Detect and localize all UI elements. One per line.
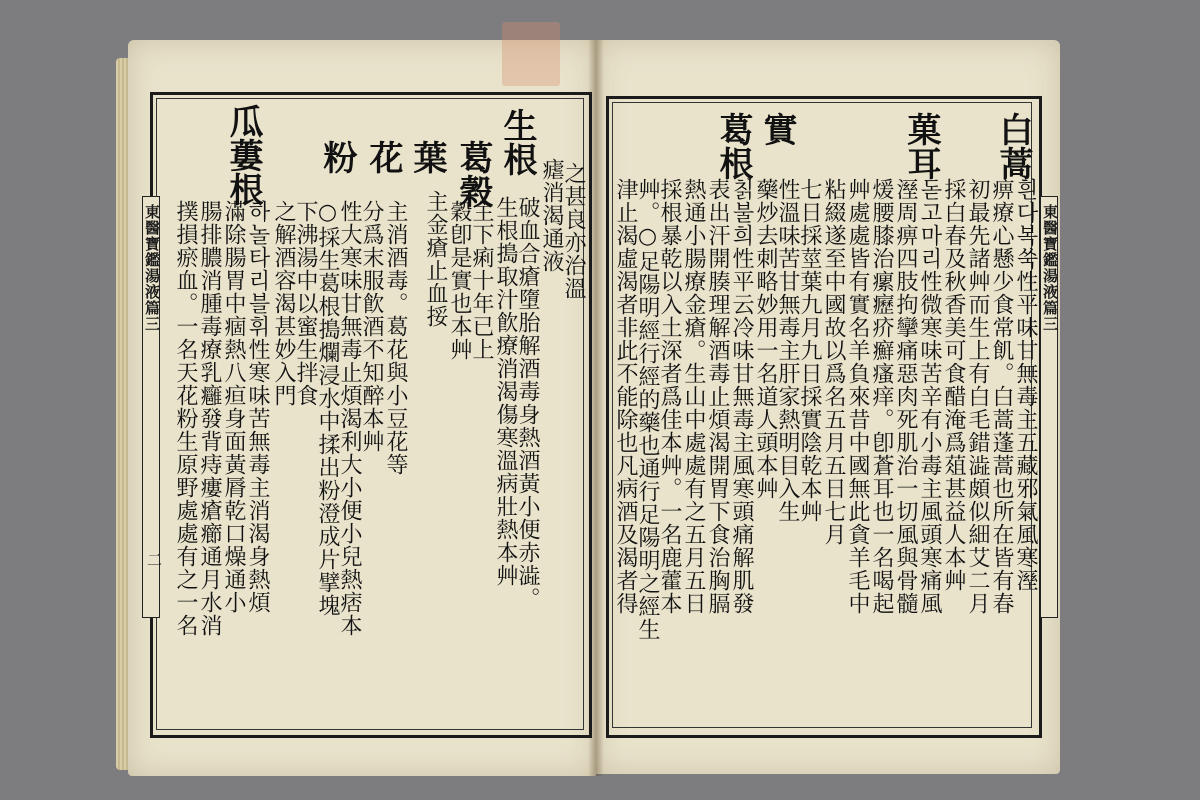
left-col-13: 之解酒容渴甚妙入門 bbox=[271, 200, 296, 407]
heading-sheng-gen: 生根 bbox=[497, 108, 537, 176]
right-col-11: 性溫味苦甘無毒主肝家熱明目入生 bbox=[775, 178, 800, 523]
right-col-1: 흰다복쑥性平味甘無毒主五藏邪氣風寒溼 bbox=[1013, 178, 1038, 592]
library-seal-stamp bbox=[502, 22, 560, 86]
right-col-14: 表出汗開腠理解酒毒止煩渴開胃下食治胸膈 bbox=[705, 178, 730, 615]
left-col-2: 瘧消渴通液 bbox=[539, 158, 564, 273]
right-spine-title: 東醫寶鑑湯液篇三 bbox=[1041, 204, 1059, 332]
left-col-8: 主消酒毒。葛花與小豆花等 bbox=[383, 200, 408, 476]
left-col-4: 生根搗取汁飮療消渴傷寒溫病壯熱本艸 bbox=[493, 196, 518, 587]
left-spine-title: 東醫寶鑑湯液篇三 bbox=[143, 204, 161, 332]
heading-ge-gen: 葛根 bbox=[713, 112, 753, 180]
right-col-18: 津止渴虛渴者非此不能除也凡病酒及渴者得 bbox=[613, 178, 638, 615]
right-col-9: 粘綴遂至中國故以爲名五月五日七月 bbox=[821, 178, 846, 546]
left-col-6: 穀卽是實也本艸 bbox=[447, 200, 472, 361]
right-col-4: 採白春及秋香美可食醋淹爲葅甚益人本艸 bbox=[941, 178, 966, 592]
right-col-7: 煖腰膝治瘰癧疥癬瘙痒。卽蒼耳也一名喝起 bbox=[869, 178, 894, 615]
right-col-8: 艸處處皆有實名羊負來昔中國無此貪羊毛中 bbox=[845, 178, 870, 615]
right-col-12: 藥炒去刺略妙用一名道人頭本艸 bbox=[753, 178, 778, 500]
heading-gualou-gen: 瓜蔞根 bbox=[223, 104, 263, 206]
left-col-5: 主下痢十年已上 bbox=[469, 200, 494, 361]
heading-bai-hao: 白蒿 bbox=[993, 112, 1033, 180]
right-col-13: 칡불희性平云冷味甘無毒主風寒頭痛解肌發 bbox=[729, 178, 754, 615]
heading-ye: 葉 bbox=[407, 140, 447, 174]
right-col-17: 艸。○足陽明經行經的藥也通行足陽明之經生 bbox=[635, 178, 660, 641]
left-page-number: 二 bbox=[145, 552, 163, 567]
left-col-14: 하놀타리블휘性寒味苦無毒主消渴身熱煩 bbox=[245, 200, 270, 614]
left-col-17: 撲損瘀血。一名天花粉生原野處處有之一名 bbox=[173, 200, 198, 637]
heading-hua: 花 bbox=[363, 140, 403, 174]
heading-ge-gu: 葛穀 bbox=[453, 140, 493, 208]
right-col-5: 돋고마리性微寒味苦辛有小毒主風頭寒痛風 bbox=[917, 178, 942, 615]
right-col-2: 痹療心懸少食常飢。白蒿蓬蒿也所在皆有春 bbox=[989, 178, 1014, 615]
left-col-3: 破血合瘡墮胎解酒毒身熱酒黃小便赤澁。 bbox=[515, 196, 540, 610]
heading-fen: 粉 bbox=[317, 140, 357, 174]
heading-shi: 實 bbox=[757, 112, 797, 146]
right-col-3: 初最先諸艸而生上有白毛錯澁頗似細艾二月 bbox=[965, 178, 990, 615]
left-col-1: 之甚良亦治溫 bbox=[561, 162, 586, 300]
left-col-16: 腸排膿消腫毒療乳癰發背痔瘻瘡癤通月水消 bbox=[197, 200, 222, 637]
right-col-15: 熱通小腸療金瘡。生山中處處有之五月五日 bbox=[681, 178, 706, 615]
right-col-16: 採根暴乾以入土深者爲佳本艸。一名鹿藿本 bbox=[657, 178, 682, 615]
left-col-10: 性大寒味甘無毒止煩渴利大小便小兒熱痞本 bbox=[337, 200, 362, 637]
right-col-6: 溼周痹四肢拘攣痛惡肉死肌治一切風與骨髓 bbox=[893, 178, 918, 615]
heading-guo-er: 菓耳 bbox=[901, 112, 941, 180]
left-col-12: 下沸湯中以蜜生拌食 bbox=[293, 200, 318, 407]
right-col-10: 七日採莖葉九月九日採實陰乾本艸 bbox=[797, 178, 822, 523]
left-col-7: 主金瘡止血挼 bbox=[423, 190, 448, 328]
left-col-9: 分爲末服飮酒不知醉本艸 bbox=[359, 200, 384, 453]
left-col-11: ○採生葛根搗爛浸水中揉出粉澄成片擘塊 bbox=[315, 200, 340, 617]
left-col-15: 滿除腸胃中痼熱八疸身面黃脣乾口燥通小 bbox=[221, 200, 246, 614]
